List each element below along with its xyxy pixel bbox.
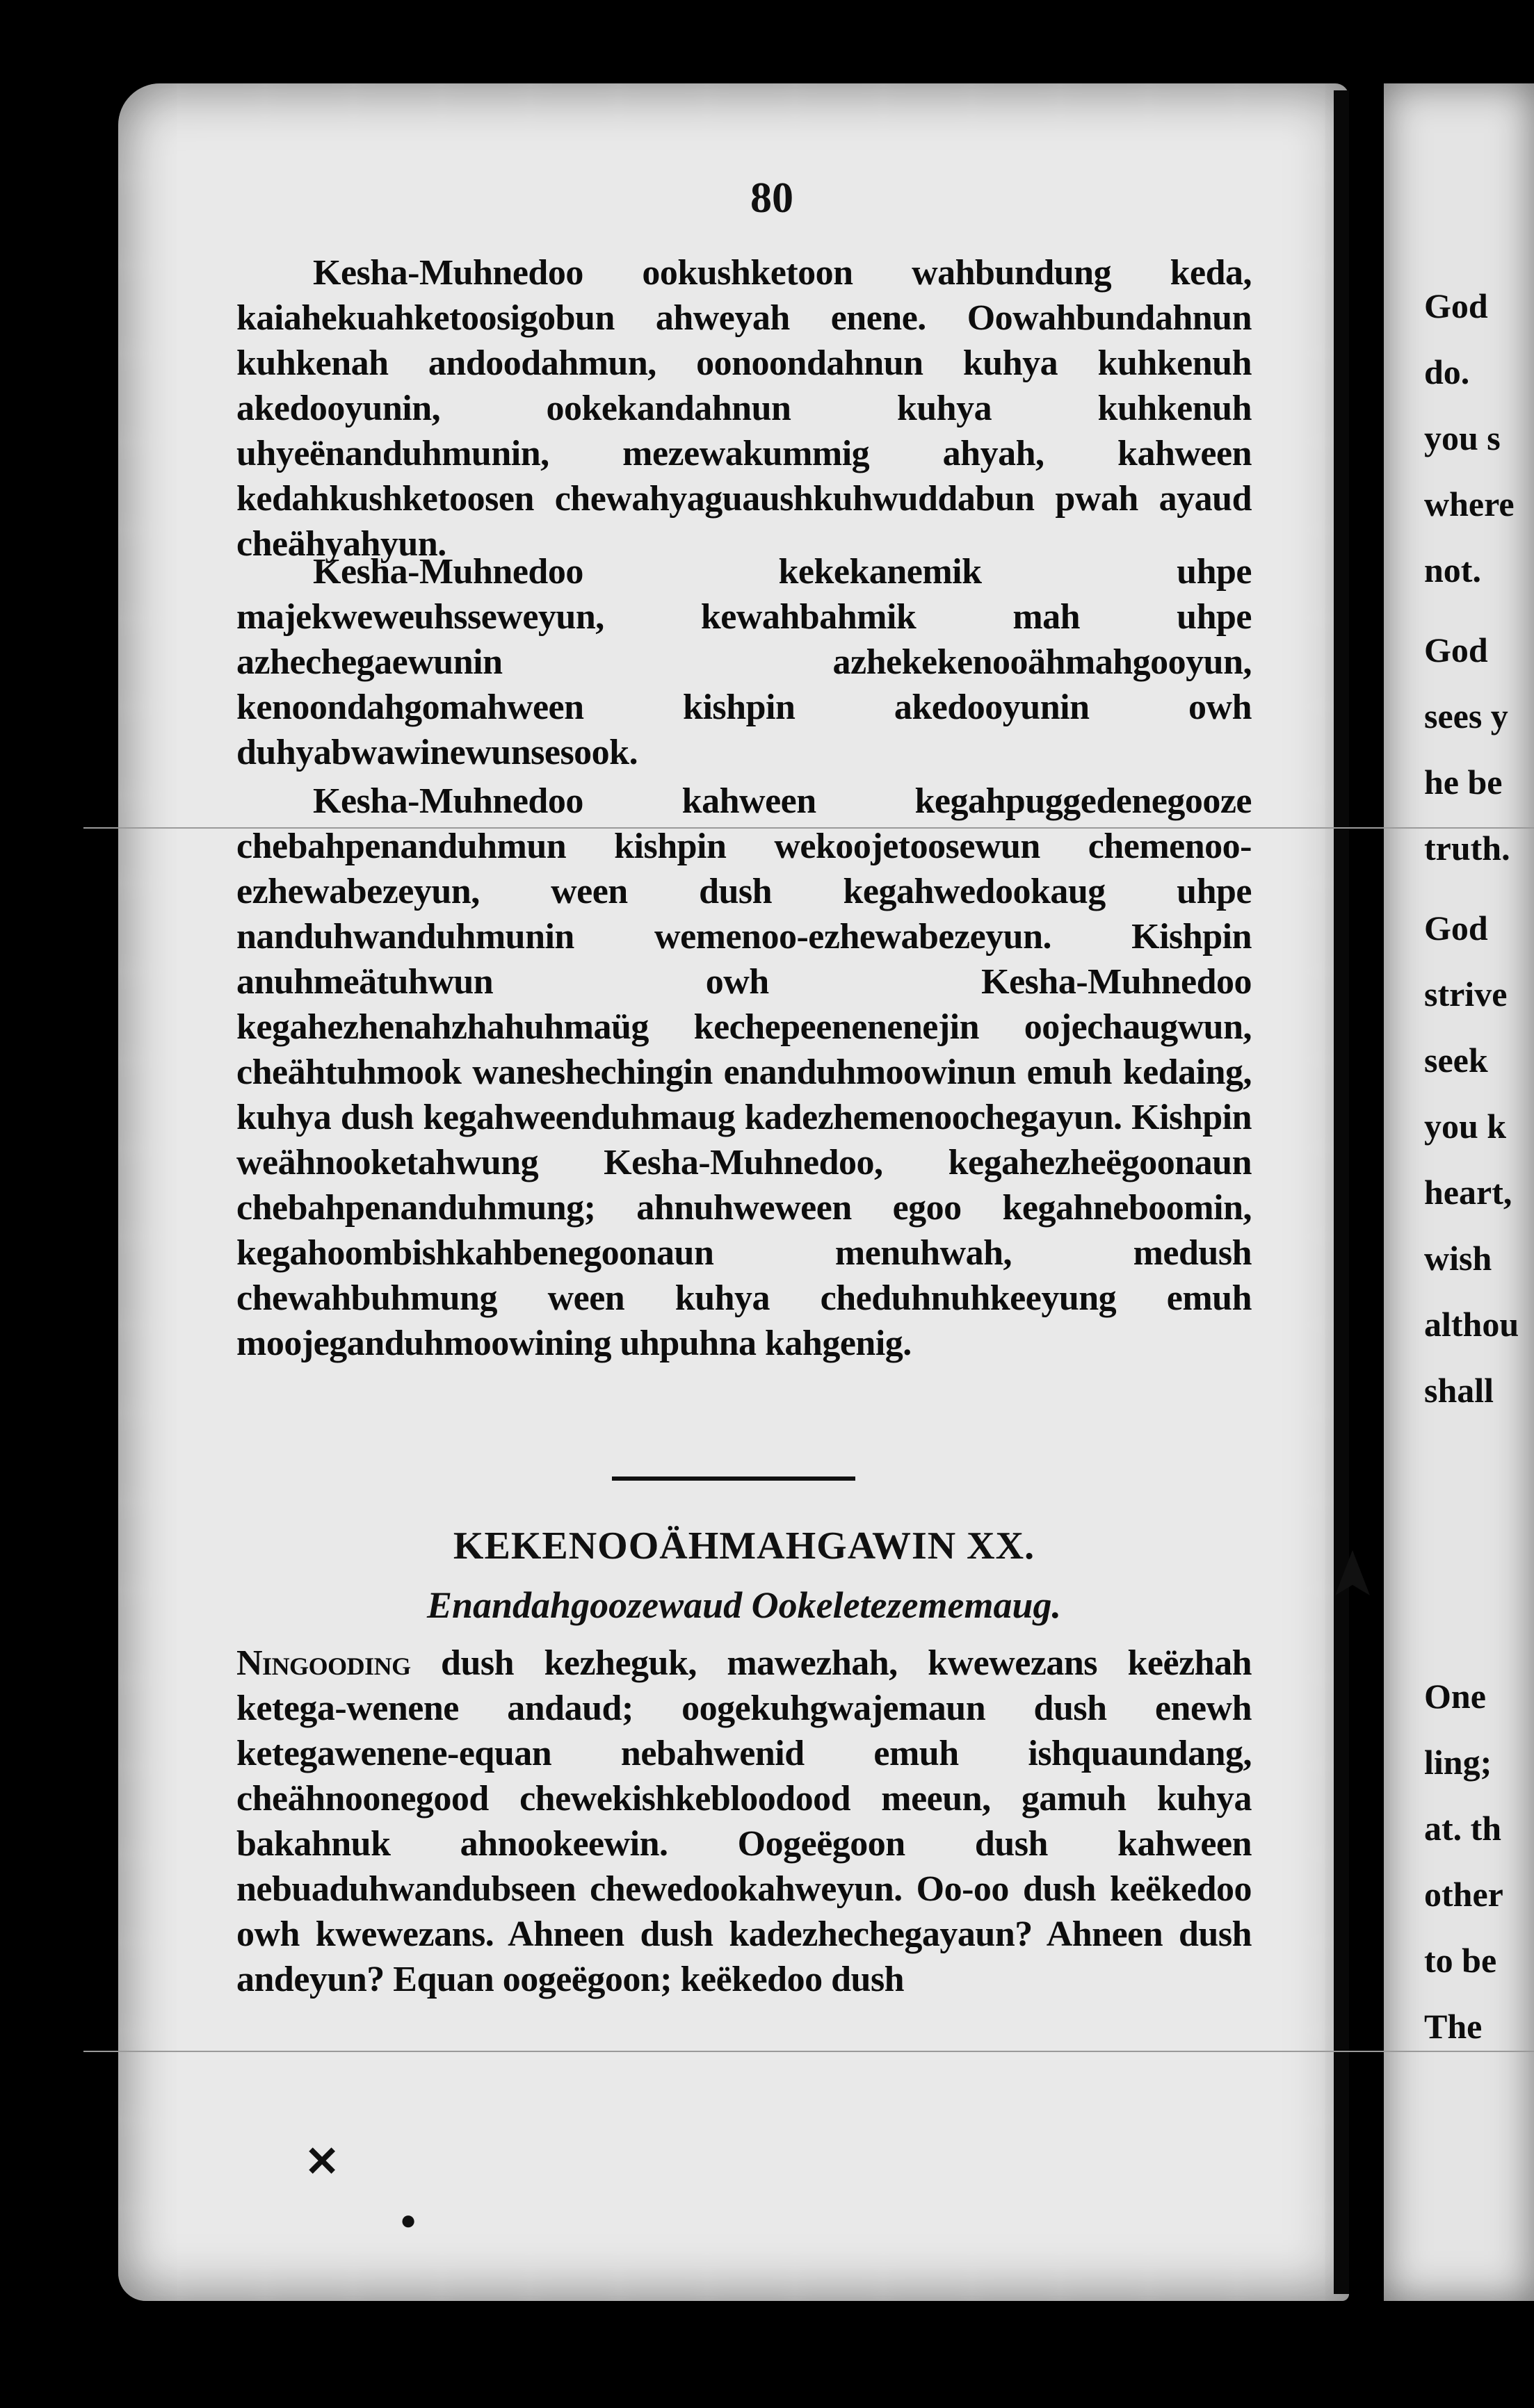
right-fragment: he be: [1424, 763, 1503, 802]
right-fragment: at. th: [1424, 1809, 1502, 1848]
scan-line: [83, 2051, 1534, 2052]
right-fragment: God: [1424, 631, 1488, 669]
lead-word: Ningooding: [236, 1643, 411, 1683]
right-fragment: do.: [1424, 352, 1470, 391]
right-fragment: shall: [1424, 1371, 1494, 1410]
right-fragment: God: [1424, 286, 1488, 325]
paragraph-2: [236, 549, 1252, 775]
right-fragment: sees y: [1424, 697, 1508, 735]
right-fragment: God: [1424, 909, 1488, 947]
right-fragment: heart,: [1424, 1173, 1512, 1212]
section-subtitle: Enandahgoozewaud Ookeletezememaug.: [426, 1584, 1062, 1626]
paragraph-text: Kesha-Muhnedoo ookushketoon wahbundung keda, kaiahekuahketoosigobun ahweyah enene. Oowahbundahnun kuhkenah andoodahmun, oonoondahnun kuhya kuhkenuh akedooyunin, ookekandahnun kuhya kuhkenuh uhyeënanduhmunin, mezewakummig ahyah, kahween kedahkushketoosen chewahyaguaushkuhwuddabun pwah ayaud cheähyahyun.: [236, 253, 1252, 564]
section-paragraph: [236, 1641, 1252, 2002]
book-gutter: [1334, 90, 1349, 2294]
paragraph-text: Kesha-Muhnedoo kahween kegahpuggedenegooze chebahpenanduhmun kishpin wekoojetoosewun chemenoo-ezhewabezeyun, ween dush kegahwedookaug uhpe nanduhwanduhmunin wemenoo-ezhewabezeyun. Kishpin anuhmeätuhwun owh Kesha-Muhnedoo kegahezhenahzhahuhmaüg kechepeenenenejin oojechaugwun, cheähtuhmook waneshechingin enanduhmoowinun emuh kedaing, kuhya dush kegahweenduhmaug kadezhemenoochegayun. Kishpin weähnooketahwung Kesha-Muhnedoo, kegahezheëgoonaun chebahpenanduhmung; ahnuhweween egoo kegahneboomin, kegahoombishkahbenegoonaun menuhwah, medush chewahbuhmung ween kuhya cheduhnuhkeeyung emuh moojeganduhmoowining uhpuhna kahgenig.: [236, 781, 1252, 1363]
right-fragment: other: [1424, 1875, 1503, 1914]
gutter-arrow-mark: [1332, 1550, 1373, 1599]
right-fragment: where: [1424, 485, 1515, 523]
section-paragraph-text: [236, 1641, 1252, 2002]
section-title: KEKENOOÄHMAHGAWIN XX.: [453, 1524, 1035, 1568]
ink-dot: ●: [400, 2204, 417, 2236]
page-number: 80: [750, 174, 793, 222]
right-fragment: ling;: [1424, 1743, 1492, 1782]
right-fragment: seek: [1424, 1041, 1488, 1080]
paragraph-3: [236, 779, 1252, 1366]
right-fragment: althou: [1424, 1305, 1519, 1344]
paragraph-text: Kesha-Muhnedoo kekekanemik uhpe majekweweuhsseweyun, kewahbahmik mah uhpe azhechegaewunin azhekekenooähmahgooyun, kenoondahgomahween kishpin akedooyunin owh duhyabwawinewunsesook.: [236, 552, 1252, 772]
right-fragment: not.: [1424, 551, 1481, 589]
right-fragment: to be: [1424, 1941, 1497, 1980]
paragraph-1: [236, 250, 1252, 567]
section-paragraph-body: dush kezheguk, mawezhah, kwewezans keëzhah ketega-wenene andaud; oogekuhgwajemaun dush enewh ketegawenene-equan nebahwenid emuh ishquaundang, cheähnoonegood chewekishkebloodood meeun, gamuh kuhya bakahnuk ahnookeewin. Oogeëgoon dush kahween nebuaduhwandubseen chewedookahweyun. Oo-oo dush keëkedoo owh kwewezans. Ahneen dush kadezhechegayaun? Ahneen dush andeyun? Equan oogeëgoon; keëkedoo dush: [236, 1643, 1252, 1999]
right-fragment: wish: [1424, 1239, 1492, 1278]
right-fragment: you s: [1424, 418, 1501, 457]
right-fragment: strive: [1424, 975, 1508, 1014]
right-fragment: The: [1424, 2007, 1483, 2046]
section-divider: [612, 1476, 855, 1481]
right-fragment: One: [1424, 1677, 1486, 1716]
right-fragment: you k: [1424, 1107, 1507, 1146]
ink-mark: ✕: [305, 2139, 340, 2185]
right-fragment: truth.: [1424, 829, 1510, 868]
